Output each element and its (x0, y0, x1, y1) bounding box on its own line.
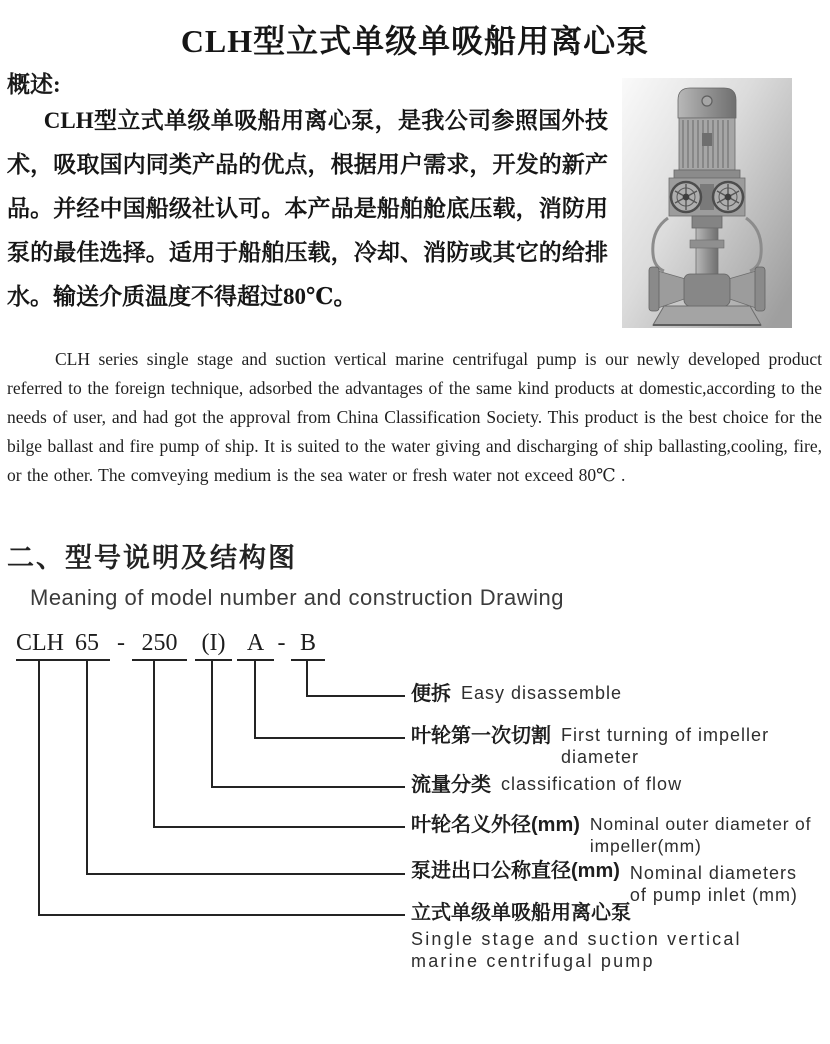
overview-paragraph-chinese: CLH型立式单级单吸船用离心泵，是我公司参照国外技术，吸取国内同类产品的优点，根据用户需求，开发的新产品。并经中国船级社认可。本产品是船舶舱底压载，消防用泵的最佳选择。适用于船舶压载，冷却、消防或其它的给排水。输送介质温度不得超过80℃。 (7, 108, 608, 309)
model-segment-inlet: 65 (64, 627, 110, 661)
overview-heading: 概述: (7, 72, 61, 97)
callout-pump-type-en: Single stage and suction vertical marine centrifugal pump (411, 929, 742, 971)
callout-impeller-diameter-cn: 叶轮名义外径(mm) (411, 814, 580, 836)
overview-section (7, 66, 820, 319)
leader-hline-250 (153, 826, 405, 828)
callout-impeller-diameter (411, 813, 812, 857)
section2-heading-chinese: 二、型号说明及结构图 (7, 543, 297, 573)
callout-easy-disassemble (411, 682, 622, 706)
pump-illustration (622, 78, 792, 328)
model-number-diagram (0, 627, 830, 983)
leader-hline-b (306, 695, 405, 697)
leader-hline-65 (86, 873, 405, 875)
callout-flow-classification (411, 773, 682, 797)
pump-photo (622, 78, 792, 328)
callout-inlet-diameter-cn: 泵进出口公称直径(mm) (411, 860, 620, 882)
leader-vline-250 (153, 661, 155, 826)
leader-hline-i (211, 786, 405, 788)
overview-paragraph-english: CLH series single stage and suction vertical marine centrifugal pump is our newly developed product referred to the foreign technique, adsorbed the advantages of the same kind products at domestic,according to the needs of user, and had got the approval from China Classification Society. This product is the best choice for the bilge ballast and fire pump of ship. It is suited to the water giving and discharging of ship ballasting,cooling, fire, or the other. The comveying medium is the sea water or fresh water not exceed 80℃ . (7, 349, 822, 485)
leader-vline-i (211, 661, 213, 786)
model-segment-series: CLH (16, 627, 64, 661)
callout-easy-disassemble-en: Easy disassemble (461, 683, 623, 703)
leader-hline-clh (38, 914, 405, 916)
callout-flow-classification-cn: 流量分类 (411, 774, 491, 796)
callout-first-turning-cn: 叶轮第一次切割 (411, 725, 551, 747)
section2-heading-english: Meaning of model number and construction Drawing (30, 585, 564, 610)
model-segment-easy: B (291, 627, 325, 661)
model-segment-dash1: - (117, 630, 125, 656)
leader-hline-a (254, 737, 405, 739)
callout-flow-classification-en: classification of flow (501, 774, 683, 794)
callout-impeller-diameter-en: Nominal outer diameter of impeller(mm) (589, 814, 812, 856)
callout-pump-type (411, 901, 761, 972)
model-segment-dash2: - (277, 630, 286, 656)
model-segment-flow: (I) (195, 627, 232, 661)
callout-first-turning-en: First turning of impeller diameter (561, 725, 770, 767)
callout-inlet-diameter (411, 859, 815, 906)
callout-pump-type-cn: 立式单级单吸船用离心泵 (411, 902, 631, 924)
page-title: CLH型立式单级单吸船用离心泵 (180, 23, 650, 59)
callout-inlet-diameter-en: Nominal diameters of pump inlet (mm) (629, 863, 798, 905)
document-page (0, 16, 830, 1044)
callout-first-turning (411, 724, 796, 768)
model-segment-diameter: 250 (132, 627, 187, 661)
leader-vline-65 (86, 661, 88, 873)
leader-vline-clh (38, 661, 40, 914)
callout-easy-disassemble-cn: 便拆 (411, 683, 451, 705)
model-segment-cut: A (237, 627, 274, 661)
leader-vline-a (254, 661, 256, 737)
leader-vline-b (306, 661, 308, 695)
